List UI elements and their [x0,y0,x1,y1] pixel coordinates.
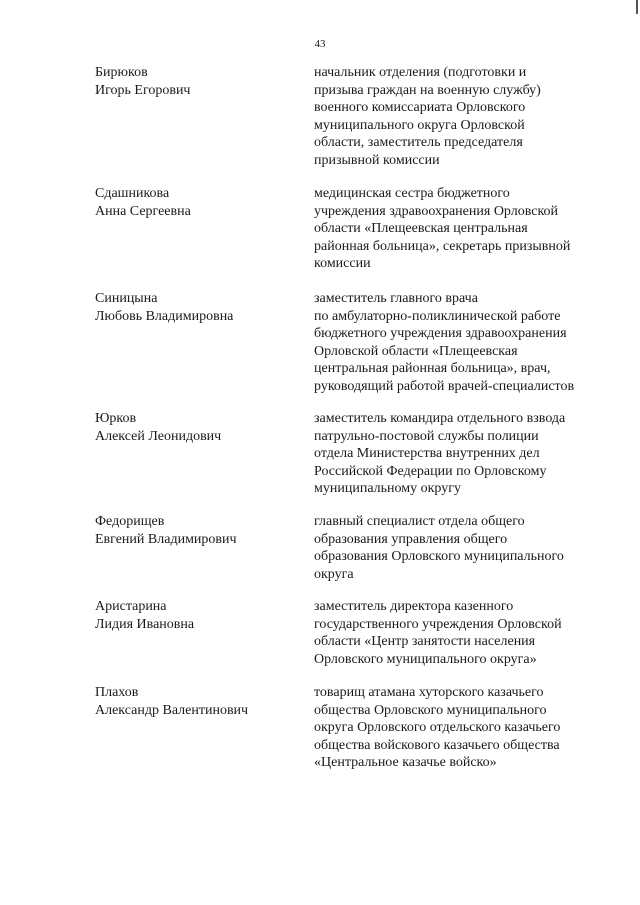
position-line: учреждения здравоохранения Орловской [314,203,559,219]
position-line: призыва граждан на военную службу) [314,82,541,98]
member-position [314,290,614,395]
position-line: товарищ атамана хуторского казачьего [314,685,544,700]
position-line: центральная районная больница», врач, [314,361,551,376]
position-line: Орловского муниципального округа» [314,651,537,667]
member-given-names: Александр Валентинович [95,702,249,718]
position-line: заместитель директора казенного [314,599,514,614]
member-surname: Юрков [95,411,137,426]
member-surname: Синицына [95,291,158,306]
position-line: области «Плещеевская центральная [314,221,528,236]
member-surname: Сдашникова [95,186,170,201]
position-line: медицинская сестра бюджетного [314,186,510,201]
member-given-names: Евгений Владимирович [95,531,237,547]
member-surname: Бирюков [95,65,148,80]
member-given-names: Анна Сергеевна [95,203,191,219]
member-surname: Федорищев [95,514,165,529]
member-position [314,598,614,668]
position-line: Орловской области «Плещеевская [314,343,518,359]
member-position [314,185,614,273]
member-position [314,64,614,169]
member-name [95,290,295,325]
position-line: военного комиссариата Орловского [314,100,526,115]
position-line: по амбулаторно-поликлинической работе [314,308,561,324]
position-line: главный специалист отдела общего [314,514,525,529]
position-line: округа [314,566,354,582]
position-line: комиссии [314,256,371,271]
position-line: общества войскового казачьего общества [314,737,560,753]
position-line: заместитель главного врача [314,291,478,306]
scan-edge-mark [636,0,638,14]
position-line: патрульно-постовой службы полиции [314,428,539,444]
position-line: отдела Министерства внутренних дел [314,446,540,461]
position-line: руководящий работой врачей-специалистов [314,378,575,394]
position-line: призывной комиссии [314,152,440,168]
position-line: области, заместитель председателя [314,135,523,150]
member-name [95,410,295,445]
member-position [314,513,614,583]
member-given-names: Любовь Владимировна [95,308,234,324]
position-line: государственного учреждения Орловской [314,616,562,632]
member-given-names: Алексей Леонидович [95,428,222,444]
member-given-names: Игорь Егорович [95,82,191,98]
member-name [95,684,295,719]
member-given-names: Лидия Ивановна [95,616,195,632]
member-surname: Плахов [95,685,139,700]
page-number: 43 [314,38,326,50]
position-line: районная больница», секретарь призывной [314,238,571,254]
position-line: образования Орловского муниципального [314,549,564,564]
position-line: Российской Федерации по Орловскому [314,463,547,479]
member-name [95,513,295,548]
position-line: бюджетного учреждения здравоохранения [314,326,567,341]
position-line: заместитель командира отдельного взвода [314,411,566,426]
member-position [314,410,614,498]
position-line: «Центральное казачье войско» [314,755,497,770]
member-name [95,64,295,99]
position-line: общества Орловского муниципального [314,702,547,718]
position-line: муниципального округа Орловской [314,117,525,133]
member-name [95,598,295,633]
position-line: округа Орловского отдельского казачьего [314,720,561,735]
member-position [314,684,614,772]
position-line: образования управления общего [314,531,508,547]
member-surname: Аристарина [95,599,167,614]
position-line: области «Центр занятости населения [314,634,536,649]
member-name [95,185,295,220]
position-line: муниципальному округу [314,481,461,496]
position-line: начальник отделения (подготовки и [314,65,527,80]
